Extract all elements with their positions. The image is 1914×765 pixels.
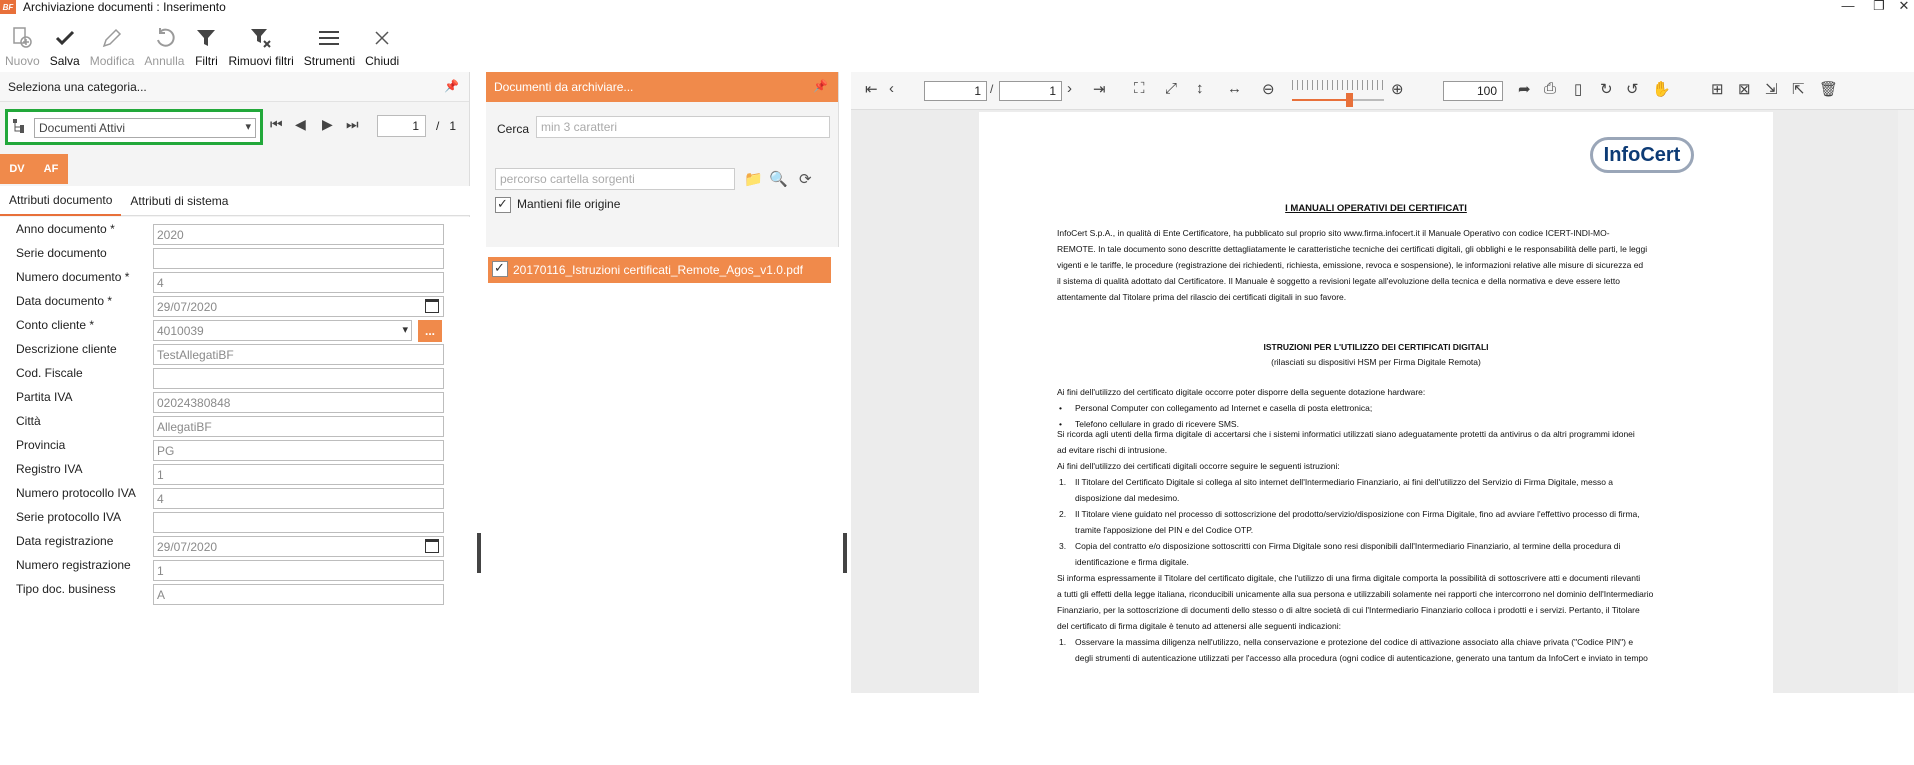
form-row xyxy=(0,390,470,412)
search-input[interactable]: min 3 caratteri xyxy=(536,116,830,138)
move-page-icon[interactable]: ⇲ xyxy=(1765,81,1778,98)
field-label: Città xyxy=(16,414,41,428)
fullscreen-icon[interactable]: ⤢ xyxy=(1165,80,1178,97)
modifica-button[interactable] xyxy=(85,22,140,68)
modifica-label: Modifica xyxy=(89,54,135,68)
tree-icon xyxy=(12,118,26,134)
step-number: 1. xyxy=(1059,637,1067,647)
doc-line: InfoCert S.p.A., in qualità di Ente Certificatore, ha pubblicato sul proprio sito www.firma.infocert.it il Manuale Operativo con codice ICERT-INDI-MO- xyxy=(1057,228,1610,238)
field-value: 4010039 xyxy=(157,324,204,338)
field-label: Serie documento xyxy=(16,246,107,260)
form-row xyxy=(0,558,470,580)
strumenti-label: Strumenti xyxy=(303,54,356,68)
filter-icon xyxy=(194,26,218,50)
page-input[interactable]: 1 xyxy=(377,115,426,137)
tab-attributi-documento[interactable]: Attributi documento xyxy=(0,186,121,216)
step-line: identificazione e firma digitale. xyxy=(1075,557,1189,567)
left-splitter-handle[interactable] xyxy=(477,533,481,573)
form-row xyxy=(0,318,470,340)
print-icon[interactable]: ⎙ xyxy=(1544,80,1557,97)
viewer-page-total: 1 xyxy=(999,81,1062,101)
field-label: Data documento * xyxy=(16,294,113,308)
pin-icon[interactable]: 📌 xyxy=(444,79,459,93)
viewer-page-input[interactable]: 1 xyxy=(924,81,987,101)
doc-line: Si informa espressamente il Titolare del certificato digitale, che l'utilizzo di una firma digitale comporta la possibilità di sottoscrivere atti e documenti rilevanti xyxy=(1057,573,1641,583)
refresh-icon[interactable]: ⟳ xyxy=(799,171,812,188)
doc-paragraph-2: Ai fini dell'utilizzo del certificato digitale occorre poter disporre della seguente dotazione hardware: xyxy=(1057,387,1426,397)
form-row xyxy=(0,366,470,388)
field-input[interactable] xyxy=(153,224,444,245)
nuovo-button[interactable] xyxy=(0,22,45,68)
main-toolbar xyxy=(0,22,404,68)
right-splitter-handle[interactable] xyxy=(843,533,847,573)
remove-filter-icon xyxy=(249,26,273,50)
step-line: Copia del contratto e/o disposizione sottoscritti con Firma Digitale sono resi disponibili dall'Intermediario Finanziario, al termine della procedura di xyxy=(1075,541,1621,551)
fit-height-icon[interactable]: ↕ xyxy=(1196,80,1204,97)
form-row xyxy=(0,582,470,604)
undo-icon xyxy=(152,26,176,50)
prev-page-icon[interactable]: ‹ xyxy=(889,80,894,97)
add-page-icon[interactable]: ⊞ xyxy=(1711,81,1724,98)
form-row xyxy=(0,294,470,316)
chevron-down-icon: ▾ xyxy=(245,121,251,133)
field-value: 4 xyxy=(157,492,164,506)
field-label: Serie protocollo IVA xyxy=(16,510,122,524)
step-line: degli strumenti di autenticazione utilizzati per l'accesso alla procedura (ogni codice di autenticazione, generato una tantum da InfoCert e inviato in tempo xyxy=(1075,653,1648,663)
attribute-tabs xyxy=(0,186,470,216)
step-line: Il Titolare viene guidato nel processo di sottoscrizione del prodotto/servizio/disposizione con Firma Digitale, fino ad avviare l'effettivo processo di firma, xyxy=(1075,509,1640,519)
zoom-slider-fill xyxy=(1292,99,1349,101)
mantieni-checkbox[interactable] xyxy=(495,197,511,213)
chiudi-button[interactable] xyxy=(360,22,404,68)
field-value: PG xyxy=(157,444,175,458)
category-select[interactable] xyxy=(34,118,256,138)
source-folder-input[interactable]: percorso cartella sorgenti xyxy=(495,168,735,190)
documents-panel xyxy=(486,72,839,693)
dv-af-tabs xyxy=(0,154,68,184)
rimuovi-filtri-button[interactable] xyxy=(223,22,298,68)
file-list xyxy=(486,247,839,693)
viewer-scrollbar[interactable] xyxy=(1898,110,1914,693)
strumenti-button[interactable] xyxy=(299,22,360,68)
category-select-value: Documenti Attivi xyxy=(39,121,126,135)
app-logo-icon: BF xyxy=(0,0,16,14)
pdf-viewer xyxy=(851,72,1914,693)
annulla-button[interactable] xyxy=(139,22,189,68)
last-page-icon[interactable]: ⏭ xyxy=(346,116,359,132)
doc-line: attentamente dal Titolare prima del rilascio dei certificati digitali in suo favore. xyxy=(1057,292,1347,302)
page-total xyxy=(436,119,456,133)
cerca-label: Cerca xyxy=(497,122,530,136)
doc-line: REMOTE. In tale documento sono descritte dettagliatamente le caratteristiche tecniche dei certificati digitali, gli obblighi e le responsabilità delle parti, le leggi xyxy=(1057,244,1648,254)
doc-line: del certificato di firma digitale è tenuto ad attenersi alle seguenti indicazioni: xyxy=(1057,621,1341,631)
form-row xyxy=(0,438,470,460)
zoom-in-icon[interactable]: ⊕ xyxy=(1391,81,1404,98)
export-page-icon[interactable]: ⇱ xyxy=(1792,81,1805,98)
field-input[interactable] xyxy=(153,272,444,293)
bullet-dot: • xyxy=(1059,403,1062,413)
rotate-ccw-icon[interactable]: ↺ xyxy=(1626,81,1639,98)
category-panel-header xyxy=(0,72,469,102)
rotate-cw-icon[interactable]: ↻ xyxy=(1600,81,1613,98)
checkmark-icon xyxy=(53,26,77,50)
tab-af[interactable]: AF xyxy=(34,154,68,184)
pdf-page xyxy=(979,112,1773,693)
category-panel-title: Seleziona una categoria... xyxy=(8,79,147,94)
viewer-toolbar xyxy=(851,72,1914,110)
field-input[interactable] xyxy=(153,392,444,413)
step-number: 2. xyxy=(1059,509,1067,519)
window-title: Archiviazione documenti : Inserimento xyxy=(23,0,226,14)
title-bar xyxy=(0,0,1914,14)
field-label: Numero registrazione xyxy=(16,558,131,572)
field-input[interactable] xyxy=(153,296,444,317)
page-separator: / xyxy=(436,119,440,133)
form-row xyxy=(0,462,470,484)
doc-heading-2: ISTRUZIONI PER L'UTILIZZO DEI CERTIFICATI DIGITALI xyxy=(1263,342,1489,352)
category-panel xyxy=(0,72,470,693)
next-page-icon[interactable]: ▶ xyxy=(322,116,333,132)
field-label: Conto cliente * xyxy=(16,318,95,332)
field-label: Anno documento * xyxy=(16,222,115,236)
search-list-icon[interactable]: 🔍 xyxy=(769,171,788,188)
field-value: 29/07/2020 xyxy=(157,540,218,554)
step-number: 1. xyxy=(1059,477,1067,487)
form-row xyxy=(0,510,470,532)
field-value: 02024380848 xyxy=(157,396,231,410)
page-total-value: 1 xyxy=(449,119,457,133)
restore-button[interactable]: ❐ xyxy=(1873,0,1885,13)
documents-panel-header xyxy=(486,72,838,102)
documents-search-area xyxy=(486,102,838,247)
category-row xyxy=(0,109,470,145)
form-row xyxy=(0,414,470,436)
form-row xyxy=(0,270,470,292)
bullet-text: Telefono cellulare in grado di ricevere SMS. xyxy=(1075,419,1239,429)
field-label: Provincia xyxy=(16,438,66,452)
fit-width-icon[interactable]: ↔ xyxy=(1227,80,1242,97)
calendar-icon[interactable] xyxy=(425,299,439,313)
viewer-page-separator: / xyxy=(990,82,994,96)
field-input[interactable] xyxy=(153,560,444,581)
category-selector-highlight xyxy=(5,109,263,145)
document-attributes-form xyxy=(0,217,470,765)
prev-page-icon[interactable]: ◀ xyxy=(295,116,306,132)
hand-tool-icon[interactable]: ✋ xyxy=(1652,81,1671,98)
zoom-slider-knob[interactable] xyxy=(1346,93,1353,107)
file-checkbox[interactable] xyxy=(492,261,508,277)
field-input[interactable] xyxy=(153,536,444,557)
list-item[interactable] xyxy=(488,257,831,283)
field-input[interactable] xyxy=(153,248,444,269)
doc-line: Si ricorda agli utenti della firma digitale di accertarsi che i sistemi informatici utilizzati siano adeguatamente protetti da antivirus o da altri programmi idonei xyxy=(1057,429,1635,439)
step-line: Osservare la massima diligenza nell'utilizzo, nella conservazione e protezione del codice di attivazione associato alla chiave privata ("Codice PIN") e xyxy=(1075,637,1634,647)
pencil-icon xyxy=(100,26,124,50)
field-value: A xyxy=(157,588,166,602)
mantieni-label: Mantieni file origine xyxy=(517,197,621,211)
field-value: 1 xyxy=(157,468,164,482)
field-label: Partita IVA xyxy=(16,390,73,404)
bullet-text: Personal Computer con collegamento ad Internet e casella di posta elettronica; xyxy=(1075,403,1373,413)
tab-attributi-sistema[interactable]: Attributi di sistema xyxy=(130,194,229,208)
doc-line: vigenti e le tariffe, le procedure (registrazione dei richiedenti, richiesta, emissione, revoca e sospensione), le informazioni relative alle misure di sicurezza ed xyxy=(1057,260,1644,270)
salva-label: Salva xyxy=(49,54,80,68)
annulla-label: Annulla xyxy=(144,54,185,68)
field-label: Numero protocollo IVA xyxy=(16,486,136,500)
folder-icon[interactable]: 📁 xyxy=(744,171,763,188)
step-number: 3. xyxy=(1059,541,1067,551)
new-doc-icon xyxy=(10,26,34,50)
client-lookup-button[interactable]: ... xyxy=(418,320,442,342)
field-label: Data registrazione xyxy=(16,534,114,548)
doc-line: Finanziario, per la sottoscrizione di documenti dello stesso o di altre società di cui l'Intermediario Finanziario colloca i prodotti e i servizi. Pertanto, il Titolare xyxy=(1057,605,1640,615)
field-value: AllegatiBF xyxy=(157,420,212,434)
logo-text-cert: Cert xyxy=(1640,143,1681,166)
first-page-icon[interactable]: ⇤ xyxy=(865,81,878,98)
field-value: 1 xyxy=(157,564,164,578)
field-label: Registro IVA xyxy=(16,462,83,476)
form-row xyxy=(0,222,470,244)
field-input[interactable] xyxy=(153,464,444,485)
minimize-button[interactable]: — xyxy=(1841,0,1855,13)
logo-text-info: Info xyxy=(1603,143,1641,166)
field-input[interactable] xyxy=(153,512,444,533)
fit-page-icon[interactable]: ⛶ xyxy=(1134,80,1145,97)
field-label: Numero documento * xyxy=(16,270,130,284)
salva-button[interactable] xyxy=(45,22,85,68)
field-input[interactable] xyxy=(153,584,444,605)
close-icon xyxy=(370,26,394,50)
bullet-dot: • xyxy=(1059,419,1062,429)
step-line: disposizione dal medesimo. xyxy=(1075,493,1180,503)
field-value: 2020 xyxy=(157,228,184,242)
field-input[interactable] xyxy=(153,368,444,389)
doc-line: a tutti gli effetti della legge italiana, riconducibili unicamente alla sua persona e utilizzabili solamente nei rapporti che intercorrono nel dominio dell'Intermediario xyxy=(1057,589,1654,599)
field-value: TestAllegatiBF xyxy=(157,348,234,362)
menu-icon xyxy=(317,26,341,50)
field-input[interactable] xyxy=(153,344,444,365)
step-line: tramite l'apposizione del PIN e del Codice OTP. xyxy=(1075,525,1254,535)
field-label: Tipo doc. business xyxy=(16,582,116,596)
calendar-icon[interactable] xyxy=(425,539,439,553)
rimuovi-filtri-label: Rimuovi filtri xyxy=(228,54,294,68)
pin-icon[interactable]: 📌 xyxy=(813,79,828,93)
zoom-input[interactable]: 100 xyxy=(1443,81,1503,101)
zoom-slider[interactable] xyxy=(1292,80,1384,104)
field-input[interactable] xyxy=(153,440,444,461)
next-page-icon[interactable]: › xyxy=(1067,80,1072,97)
doc-line: il sistema di qualità adottato dal Certificatore. Il Manuale è soggetto a revisioni legate all'evoluzione della tecnica e della normativa e deve essere letto xyxy=(1057,276,1620,286)
field-label: Descrizione cliente xyxy=(16,342,117,356)
field-value: 4 xyxy=(157,276,164,290)
infocert-logo xyxy=(1590,137,1694,173)
doc-title: I MANUALI OPERATIVI DEI CERTIFICATI xyxy=(1285,203,1467,214)
remove-page-icon[interactable]: ⊠ xyxy=(1738,81,1751,98)
doc-line: Ai fini dell'utilizzo dei certificati digitali occorre seguire le seguenti istruzioni: xyxy=(1057,461,1340,471)
file-name: 20170116_Istruzioni certificati_Remote_Agos_v1.0.pdf xyxy=(513,263,803,277)
filtri-label: Filtri xyxy=(195,54,218,68)
page-layout-icon[interactable]: ▯ xyxy=(1574,81,1583,98)
form-row xyxy=(0,486,470,508)
form-row xyxy=(0,342,470,364)
doc-line: ad evitare rischi di intrusione. xyxy=(1057,445,1168,455)
zoom-out-icon[interactable]: ⊖ xyxy=(1262,81,1275,98)
last-page-icon[interactable]: ⇥ xyxy=(1093,81,1106,98)
documents-panel-title: Documenti da archiviare... xyxy=(494,80,634,94)
field-input[interactable] xyxy=(153,320,412,341)
step-line: Il Titolare del Certificato Digitale si collega al sito internet dell'Intermediario Finanziario, ai fini dell'utilizzo del Servizio di Firma Digitale, messo a xyxy=(1075,477,1614,487)
chevron-down-icon[interactable]: ▾ xyxy=(402,324,408,336)
field-label: Cod. Fiscale xyxy=(16,366,83,380)
field-value: 29/07/2020 xyxy=(157,300,218,314)
field-input[interactable] xyxy=(153,488,444,509)
form-row xyxy=(0,246,470,268)
filtri-button[interactable] xyxy=(189,22,223,68)
doc-heading-2-sub: (rilasciati su dispositivi HSM per Firma Digitale Remota) xyxy=(1271,357,1481,367)
nuovo-label: Nuovo xyxy=(5,54,40,68)
field-input[interactable] xyxy=(153,416,444,437)
zoom-slider-ticks xyxy=(1292,80,1384,90)
trash-icon[interactable]: 🗑 xyxy=(1819,81,1839,98)
first-page-icon[interactable]: ⏮ xyxy=(270,116,283,132)
tab-dv[interactable]: DV xyxy=(0,154,34,184)
share-icon[interactable]: ➦ xyxy=(1518,81,1531,98)
chiudi-label: Chiudi xyxy=(365,54,400,68)
close-window-button[interactable]: ✕ xyxy=(1898,0,1910,13)
form-row xyxy=(0,534,470,556)
